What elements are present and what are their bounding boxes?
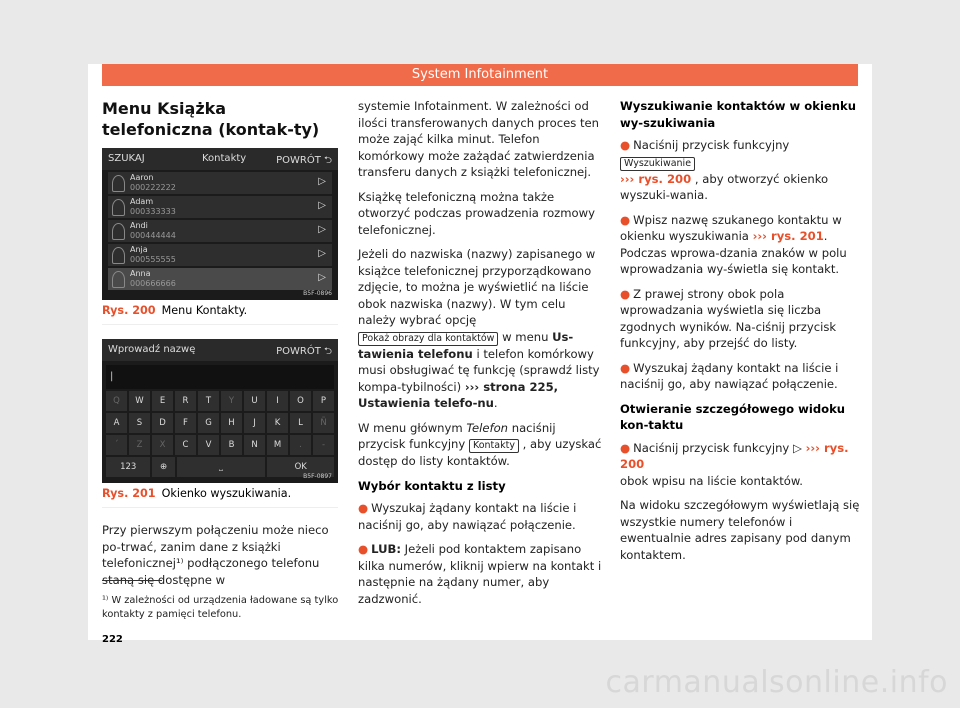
keyboard-row (106, 435, 334, 455)
key[interactable]: F (175, 413, 196, 433)
topbar (102, 148, 338, 170)
input-label: Wprowadź nazwę (108, 344, 196, 355)
key[interactable]: H (221, 413, 242, 433)
screenshot-contacts (102, 148, 338, 300)
keyboard-row (106, 457, 334, 477)
key[interactable]: ⎵ (177, 457, 266, 477)
key[interactable]: G (198, 413, 219, 433)
key[interactable]: P (313, 391, 334, 411)
contact-number: 000222222 (130, 183, 176, 192)
caption-text: Okienko wyszukiwania. (161, 487, 292, 500)
screenshot-keyboard (102, 339, 338, 483)
details-arrow-icon[interactable]: ▷ (318, 200, 326, 211)
contact-name: Andi (130, 221, 148, 230)
key[interactable]: M (267, 435, 288, 455)
divider (102, 507, 338, 508)
key[interactable]: B (221, 435, 242, 455)
key[interactable]: C (175, 435, 196, 455)
list-item: ● LUB: Jeżeli pod kontaktem zapisano kilka numerów, kliknij wpierw na kontakt i następnie na żądany numer, aby zadzwonić. (358, 542, 602, 606)
contact-name: Aaron (130, 173, 154, 182)
caption-text: Menu Kontakty. (161, 304, 248, 317)
details-arrow-icon[interactable]: ▷ (318, 224, 326, 235)
figure-ref: Rys. 201 (102, 487, 156, 500)
avatar-icon (112, 223, 125, 240)
back-button[interactable]: POWRÓT ⮌ (276, 155, 332, 166)
figure-ref: ››› rys. 200 (620, 440, 849, 471)
key[interactable]: J (244, 413, 265, 433)
contact-row[interactable] (108, 268, 332, 290)
paragraph: systemie Infotainment. W zależności od ilości transferowanych danych proces ten może zająć kilka minut. Telefon komórkowy może zażądać zatwierdzenia transferu danych z książki telefonicznej. (358, 99, 599, 179)
subheading: Otwieranie szczegółowego widoku kon-taktu (620, 401, 846, 432)
paragraph: Przy pierwszym połączeniu może nieco po-trwać, zanim dane z książki telefonicznej¹⁾ podłączonego telefonu staną się dostępne w (102, 523, 329, 587)
contact-name: Adam (130, 197, 154, 206)
avatar-icon (112, 271, 125, 288)
screen-title: Kontakty (202, 153, 247, 164)
caption (102, 304, 338, 318)
key[interactable]: S (129, 413, 150, 433)
key[interactable]: A (106, 413, 127, 433)
figure-code: B5F-0897 (303, 473, 332, 480)
contact-row[interactable] (108, 172, 332, 194)
list-item: ● Wpisz nazwę szukanego kontaktu w okienku wyszukiwania ››› rys. 201. Podczas wprowa-dzania znaków w polu wprowadzania wy-świetla się kontakt. (620, 212, 847, 276)
avatar-icon (112, 247, 125, 264)
list-item: ● Z prawej strony obok pola wprowadzania wyświetla się liczba zgodnych wyników. Na-ciśnij przycisk funkcyjny, aby przejść do listy. (620, 286, 837, 350)
column-1 (102, 98, 338, 596)
contact-row[interactable] (108, 244, 332, 266)
key-search: Wyszukiwanie (620, 157, 695, 171)
details-arrow-icon[interactable]: ▷ (318, 176, 326, 187)
key[interactable]: I (267, 391, 288, 411)
key[interactable]: U (244, 391, 265, 411)
footnote: ¹⁾ W zależności od urządzenia ładowane są tylko kontakty z pamięci telefonu. (102, 595, 339, 620)
key[interactable]: D (152, 413, 173, 433)
contact-name: Anja (130, 245, 148, 254)
avatar-icon (112, 175, 125, 192)
paragraph: Jeżeli do nazwiska (nazwy) zapisanego w książce telefonicznej przyporządkowano zdjęcie, to można je wyświetlić na liście obok nazwiska (nazwy). W tym celu należy wybrać opcję Pokaż obrazy dla kontaktów w menu Us-tawienia telefonu i telefon komórkowy musi obsługiwać tę funkcję (sprawdź listy kompa-tybilności) ››› strona 225, Ustawienia telefo-nu. (358, 247, 600, 410)
paragraph: Książkę telefoniczną można także otworzyć podczas prowadzenia rozmowy telefonicznej. (358, 189, 595, 237)
column-3 (620, 98, 860, 571)
keyboard-row (106, 413, 334, 433)
figure-ref: Rys. 200 (102, 304, 156, 317)
contact-number: 000555555 (130, 255, 176, 264)
contact-row[interactable] (108, 196, 332, 218)
key[interactable]: V (198, 435, 219, 455)
key[interactable]: W (129, 391, 150, 411)
key[interactable]: E (152, 391, 173, 411)
footnote-rule (102, 580, 162, 581)
key[interactable]: Z (129, 435, 150, 455)
figure-code: B5F-0896 (303, 290, 332, 297)
key[interactable]: L (290, 413, 311, 433)
key[interactable]: 123 (106, 457, 150, 477)
page-number: 222 (102, 634, 123, 645)
key[interactable]: . (290, 435, 311, 455)
topbar (102, 339, 338, 361)
key[interactable]: Q (106, 391, 127, 411)
paragraph: W menu głównym Telefon naciśnij przycisk funkcyjny Kontakty , aby uzyskać dostęp do listy kontaktów. (358, 420, 602, 468)
contact-row[interactable] (108, 220, 332, 242)
paragraph: Na widoku szczegółowym wyświetlają się wszystkie numery telefonów i ewentualnie adres zapisany pod danym kontaktem. (620, 498, 860, 562)
details-arrow-icon[interactable]: ▷ (318, 248, 326, 259)
contact-number: 000333333 (130, 207, 176, 216)
key[interactable]: ´ (106, 435, 127, 455)
back-button[interactable]: POWRÓT ⮌ (276, 346, 332, 357)
search-tab[interactable]: SZUKAJ (108, 153, 145, 164)
key[interactable]: Y (221, 391, 242, 411)
key[interactable]: - (313, 435, 334, 455)
key[interactable]: ⊕ (152, 457, 174, 477)
watermark: carmanualsonline.info (605, 665, 948, 700)
search-input[interactable]: | (106, 365, 334, 389)
divider (102, 324, 338, 325)
details-arrow-icon[interactable]: ▷ (318, 272, 326, 283)
key-show-images: Pokaż obrazy dla kontaktów (358, 332, 498, 346)
section-title: Menu Książka telefoniczna (kontak-ty) (102, 99, 320, 139)
avatar-icon (112, 199, 125, 216)
figure-ref: ››› rys. 200 (620, 171, 692, 186)
contact-number: 000444444 (130, 231, 176, 240)
caption (102, 487, 338, 501)
key-contacts: Kontakty (469, 439, 519, 453)
key[interactable]: N (244, 435, 265, 455)
section-header: System Infotainment (102, 64, 858, 86)
key[interactable]: X (152, 435, 173, 455)
key[interactable]: OK (267, 457, 334, 477)
contact-name: Anna (130, 269, 151, 278)
keyboard-row (106, 391, 334, 411)
column-2 (358, 98, 602, 615)
subheading: Wybór kontaktu z listy (358, 478, 506, 493)
list-item: ● Naciśnij przycisk funkcyjny Wyszukiwanie ››› rys. 200 , aby otworzyć okienko wyszuki-wania. (620, 138, 829, 202)
list-item: ● Naciśnij przycisk funkcyjny ▷ ››› rys. 200 obok wpisu na liście kontaktów. (620, 440, 849, 488)
key[interactable]: T (198, 391, 219, 411)
contact-number: 000666666 (130, 279, 176, 288)
key[interactable]: R (175, 391, 196, 411)
key[interactable]: O (290, 391, 311, 411)
key[interactable]: K (267, 413, 288, 433)
figure-ref: ››› rys. 201 (752, 229, 824, 243)
list-item: ● Wyszukaj żądany kontakt na liście i naciśnij go, aby nawiązać połączenie. (620, 360, 839, 391)
key[interactable]: Ñ (313, 413, 334, 433)
subheading: Wyszukiwanie kontaktów w okienku wy-szukiwania (620, 99, 857, 130)
page-reference: ››› strona 225, Ustawienia telefo-nu (358, 379, 559, 410)
list-item: ● Wyszukaj żądany kontakt na liście i naciśnij go, aby nawiązać połączenie. (358, 501, 577, 532)
